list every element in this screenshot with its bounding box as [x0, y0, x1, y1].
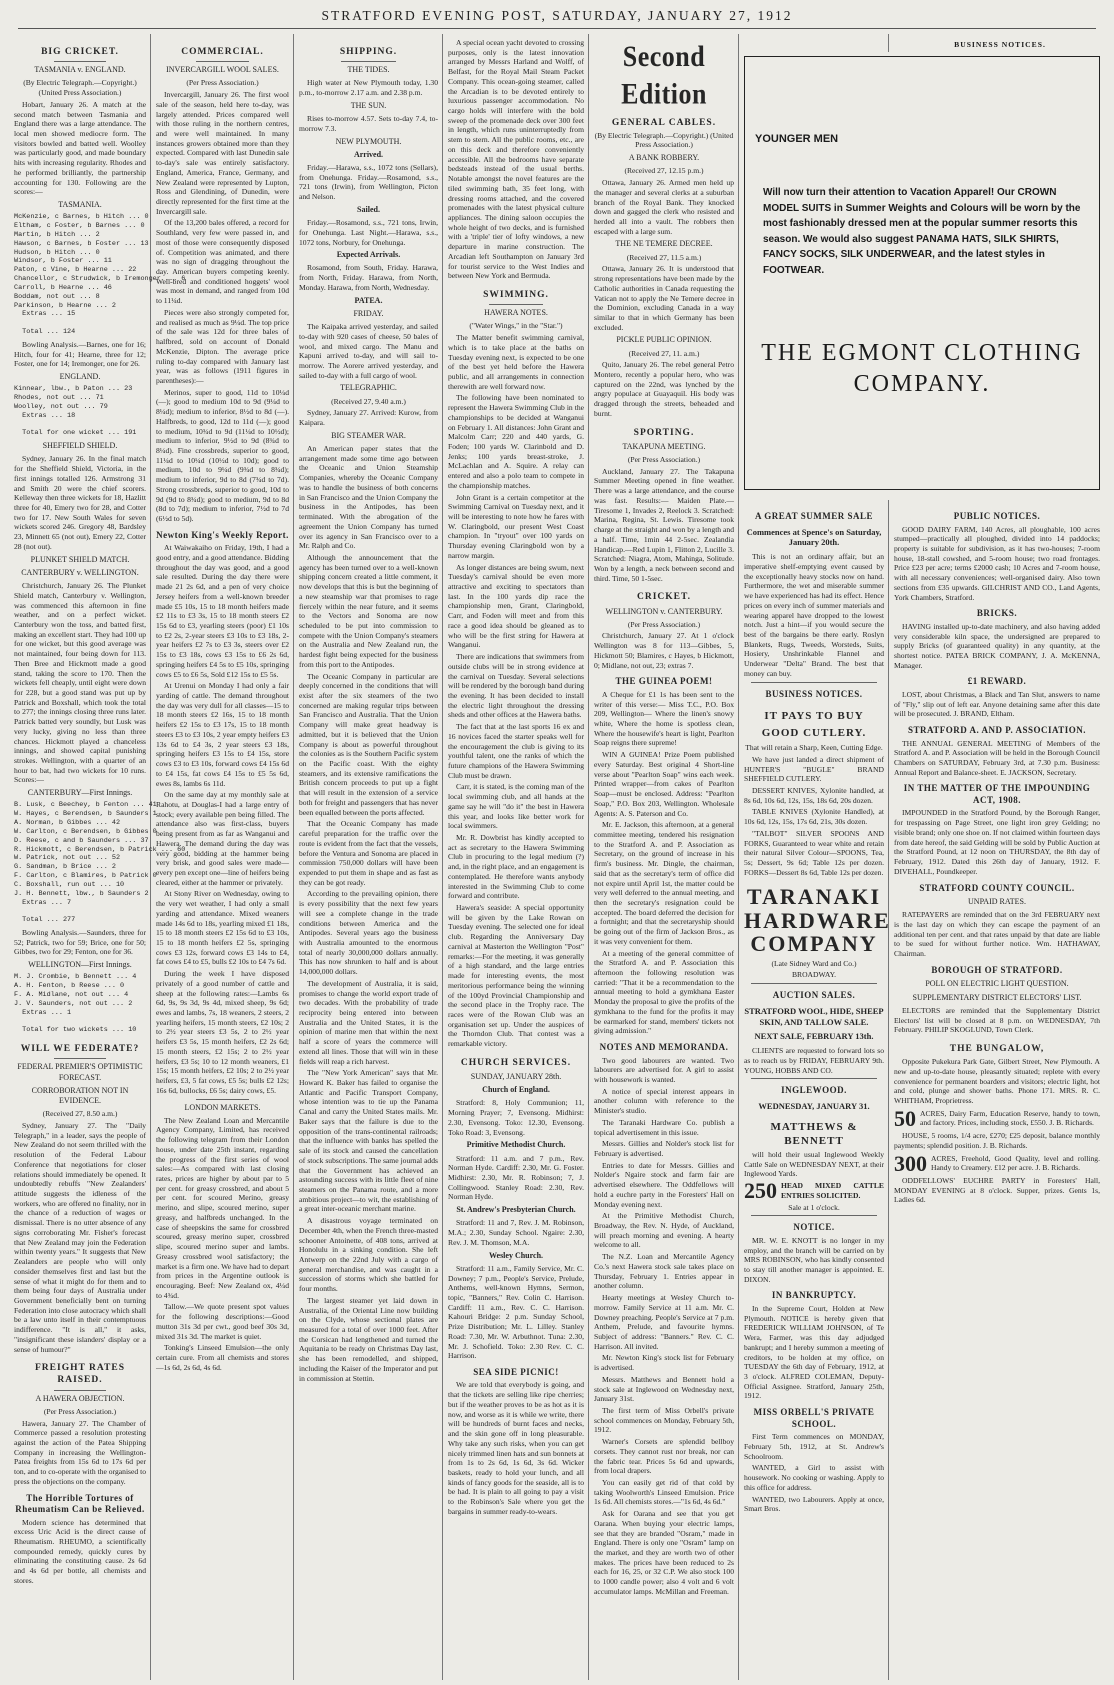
- subheadline: Primitive Methodist Church.: [466, 1140, 566, 1150]
- subheadline: PATEA.: [354, 295, 383, 305]
- ad-paragraph: ODDFELLOWS' EUCHRE PARTY in Foresters' Hall, MONDAY EVENING at 8 o'clock. Supper, prizes. Gents 1s, Ladies 6d.: [894, 1176, 1100, 1205]
- article-paragraph: The first term of Miss Orbell's private school commences on Monday, February 5th, 1912.: [594, 1405, 734, 1435]
- article-paragraph: The Matter benefit swimming carnival, which is to take place at the baths on Tuesday evening next, is expected to be one of the best yet held before the Hawera public, and all arrangements in connection therewith are well forward now.: [448, 333, 584, 391]
- ad-paragraph: will hold their usual Inglewood Weekly Cattle Sale on WEDNESDAY NEXT, at their Inglewood Yards.: [744, 1150, 884, 1179]
- divider: [196, 1099, 249, 1100]
- scorecard: Kinnear, lbw., b Paton ... 23 Rhodes, not out ... 71 Woolley, not out ... 79 Extras ... 18 Total for one wicket ... 191: [14, 385, 137, 438]
- subheadline: Church of England.: [482, 1085, 550, 1095]
- ad-paragraph: "TALBOT" SILVER SPOONS AND FORKS, Guaranteed to wear white and retain their natural Silver Colour—SPOONS, Tea, 5s; Dessert, 9s 6d; Table 12s per dozen. FORKS—Dessert 8s 6d, Table 12s per dozen.: [744, 828, 884, 877]
- ad-paragraph: ELECTORS are reminded that the Supplementary District Electors' list will be closed at 8 p.m. on WEDNESDAY, 7th February. PHILIP SKOGLUND, Town Clerk.: [894, 1005, 1100, 1035]
- ad-headline: PUBLIC NOTICES.: [953, 511, 1041, 521]
- article-paragraph: Stratford: 11 a.m. and 7 p.m., Rev. Norman Hyde. Cardiff: 2.30, Mr. G. Foster. Midhirst: 2.30, Mr. R. Robinson; 7, J. Collingwood. Stanley Road: 2.30, Rev. Norman Hyde.: [448, 1153, 584, 1202]
- ad-paragraph: ACRES, Dairy Farm, Education Reserve, handy to town, and factory. Prices, including stock, £550. J. B. Richards.: [920, 1108, 1100, 1128]
- headline: COMMERCIAL.: [181, 47, 264, 57]
- ad-headline: BOROUGH OF STRATFORD.: [931, 964, 1063, 975]
- column-4: [448, 38, 584, 1678]
- dateline: (Per Press Association.): [627, 455, 701, 465]
- farm-ad-300: [894, 1150, 1100, 1176]
- article-paragraph: Sydney, January 27. The "Daily Telegraph," in a leader, says the people of New Zealand do not seem thrilled with the resolution of the Federal Labour Conference that negotiations for closer relations should immediately be opened. It undoubtedly rebuffs "New Zealanders' attitude suggests the idleness of the workers, who are offered no finality, nor in the chance of a reduction of wages or dismissal. There is no utter absence of any signs corroborating Mr. Fisher's forecast that New Zealand may join the Federation within twenty years." It suggests that New Zealanders are people who will only consider themselves first and last but the sense of what it might do for them and to them being four days of Australia under Government beneficially bent on turning Federation into close autocracy which shall be a law unto itself in their contemptuous indifference. "It is all," it asks, "insignificant these islanders' display or a sense of humour?": [14, 1121, 146, 1354]
- dateline: (Received 27, 11.5 a.m.): [626, 252, 702, 262]
- business-notices-header: BUSINESS NOTICES.: [954, 40, 1046, 49]
- article-paragraph: Stratford: 11 a.m., Family Service, Mr. C. Downey; 7 p.m., People's Service, Prelude, Anthems, well-known Hymns, Sermon, topic, "Banners," Rev. Colin C. Harrison. Cardiff: 11 a.m., Rev. C. C. Harrison. Kahouri Bridge: 2 p.m. Sunday School, Prize Distribution; Mr. L. Lilley. Stanley Road: 7.30, Mr. W. Arbuthnot. Tuna: 2.30, Mr. J. Schofield. Toko: 2.30 Rev. C. C. Harrison.: [448, 1263, 584, 1361]
- ad-paragraph: We have just landed a direct shipment of HUNTER'S "BUGLE" BRAND SHEFFIELD CUTLERY.: [744, 754, 884, 784]
- article-paragraph: The Oceanic Company in particular are deeply concerned in the conditions that will exist after the six steamers of the two concerned are making regular trips between San Francisco and Australia. That the Union Company will make great headway is admitted, but it is believed that the Union Company is about as powerful throughout the colonies as is the Southern Pacific system on the Pacific coast. With the eighty steamers, and its extensive ramifications the British concern proceeds to put up a fight that will result in the extension of a service both for freight and passengers that has never been equalled between the ports affected.: [299, 671, 438, 817]
- scorecard: McKenzie, c Barnes, b Hitch ... 0 Eltham, c Foster, b Barnes ... 0 Martin, b Hitch ... 2 Hawson, c Barnes, b Foster ... 13 Hudson, b Hitch ... 0 Windsor, b Foster ... 11 Paton, c Vine, b Hearne ... 22 Chancellor, c Strudwick, b Iremonger ... 6 Carroll, b Hearne ... 46 Boddam, not out ... 8 Parkinson, b Hearne ... 2 Extras ... 15 Total ... 124: [14, 213, 186, 337]
- subheadline: Newton King's Weekly Report.: [156, 529, 289, 540]
- headline: GENERAL CABLES.: [611, 117, 717, 128]
- acre-number: 300: [894, 1150, 927, 1176]
- subheadline: TASMANIA.: [58, 200, 102, 210]
- headline: BIG CRICKET.: [41, 47, 119, 57]
- ad-paragraph: HAVING installed up-to-date machinery, and also having added very considerable kiln space, the undersigned are prepared to supply Bricks (of guaranteed quality) in any quantity, at the shortest notice. PATEA BRICK COMPANY, J. A. McKENNA, Manager.: [894, 621, 1100, 670]
- subheadline: CORROBORATION NOT IN EVIDENCE.: [31, 1085, 129, 1106]
- divider: [54, 1058, 107, 1059]
- article-paragraph: Of the 13,200 bales offered, a record for Southland, very few were passed in, and most of those were consequently disposed of. Competition was animated, and there was no sign of dragging throughout the day. American buyers competing keenly. Well-bred and conditioned hoggets' wool was most in demand, and ranged from 10d to 11¼d.: [156, 218, 289, 306]
- article-paragraph: Hawera's seaside: A special opportunity will be given by the Lake Rowan on Tuesday evening. The selected one for ideal club. Regarding the Anniversary Day carnival at Masterton the Wellington "Post" remarks:—For the meeting, it was generally of a high standard, and the large entries made for interesting events, the most meritorious performance being the winning of the 100yd Provincial Championship and the second place in the Trophy race. The races were of the Rowan Club was an organisation set up. Under the auspices of the Thorndon Club. That contest was a remarkable victory.: [448, 903, 584, 1049]
- column-rule: [442, 34, 443, 1680]
- subheadline: SHEFFIELD SHIELD.: [42, 441, 118, 451]
- dateline: (Received 27, 11. a.m.): [628, 348, 700, 358]
- subheadline: BIG STEAMER WAR.: [331, 430, 406, 440]
- cattle-count: 250: [744, 1178, 777, 1204]
- ad-headline: £1 REWARD.: [967, 676, 1027, 687]
- subheadline: TAKAPUNA MEETING.: [622, 441, 706, 451]
- article-paragraph: A notice of special interest appears in another column with reference to the Minister's studio.: [594, 1086, 734, 1116]
- ad-headline: THE GUINEA POEM!: [615, 676, 713, 687]
- ad-subtitle: Commences at Spence's on Saturday, January 20th.: [746, 526, 882, 548]
- article-paragraph: Sydney, January 26. In the final match for the Sheffield Shield, Victoria, in the first innings totalled 126. Armstrong 31 and Smith 20 were the chief scorers. Kelleway then three wickets for 18, Hazlitt three for 40, Emery two for 28, and Cotter two for 17. New South Wales for seven wickets scored 246. Gregory 48, Bardsley 23, Minnett 65 (not out), Emery 22, Cotter 28 (not out).: [14, 454, 146, 551]
- ad-headline: INGLEWOOD.: [781, 1085, 847, 1096]
- article-paragraph: A special ocean yacht devoted to crossing purposes, only is the latest innovation arranged by Messrs Harland and Wolff, of Belfast, for the Royal Mail Steam Packet Company. This ocean-going steamer, called the Arcadian is to be devoted entirely to luxurious passenger accommodation. No cargo holds will interfere with the bold sweep of the promenade deck over 300 feet in length, which runs uninterruptedly from stem to stern. All the public rooms, etc., are on this deck and therefore conveniently accessible. All the bedrooms have separate bedsteads instead of the usual berths. Notable amongst the novel features are the tiled swimming bath, 35 feet long, with dressing rooms attached, and the covered promenades with the latest physical culture appliances. The dining saloon occupies the whole height of two decks, and is furnished with a 'triple' tier of lofty windows, a new departure in marine construction. The Arcadian left Southampton on January 3rd for tourist service to the West Indies and between New York and Bermuda.: [448, 38, 584, 281]
- matthews-bennett-title: MATTHEWS & BENNETT: [770, 1120, 858, 1147]
- egmont-ad-firm: THE EGMONT CLOTHING COMPANY.: [761, 340, 1083, 398]
- article-paragraph: Carr, it is stated, is the coming man of the local swimming club, and all hands at the game say he will "do it" the best in Hawera this year, and looks like better work for local swimmers.: [448, 782, 584, 831]
- ad-headline: THE BUNGALOW,: [949, 1043, 1045, 1054]
- article-paragraph: Ottawa, January 26. Armed men held up the manager and several clerks at a suburban branch of the Royal Bank. They knocked down and gagged the clerk who resisted and herded all into a vault. The robbers then escaped with a large sum.: [594, 178, 734, 236]
- subheadline: WELLINGTON v. CANTERBURY.: [605, 606, 723, 616]
- article-paragraph: Ottawa, January 26. It is understood that strong representations have been made by the Catholic authorities in Canada requesting the Vatican not to apply the Ne Temere decree in the Dominion, excluding Canada in a way similar to that in which Germany has been excluded.: [594, 264, 734, 332]
- article-paragraph: Christchurch, January 27. At 1 o'clock Wellington was 8 for 113—Gibbes, 5, Hickmott 50; Blamires, c Hayes, b Hickmott, 0; Midlane, not out, 23; extras 7.: [594, 631, 734, 670]
- article-paragraph: Messrs. Matthews and Bennett hold a stock sale at Inglewood on Wednesday next, January 31st.: [594, 1374, 734, 1404]
- article-paragraph: Mr. Newton King's stock list for February is advertised.: [594, 1353, 734, 1373]
- ad-paragraph: WANTED, a Girl to assist with housework. No cooking or washing. Apply to this office for address.: [744, 1463, 884, 1492]
- second-edition-title: Second Edition: [621, 39, 707, 111]
- ad-headline: IN BANKRUPTCY.: [771, 1290, 857, 1301]
- article-paragraph: Mr. R. Dowbrist has kindly accepted to act as secretary to the Hawera Swimming Club in procuring to the legal medium (?) and, in the right place, and an engagement is contemplated. He therefore wants anybody interested in the Swimming Club to come forward and contribute.: [448, 833, 584, 901]
- ad-paragraph: MR. W. E. KNOTT is no longer in my employ, and the branch will be carried on by MRS ROBINSON, who has kindly consented to stay till another manager is appointed. E. DIXON.: [744, 1235, 884, 1284]
- ad-subtitle: UNPAID RATES.: [968, 897, 1026, 907]
- article-paragraph: There are indications that swimmers from outside clubs will be in strong evidence at the carnival on Tuesday. Several selections will be rendered by the borough band during the evening. It has been decided to install the electric light throughout the dressing sheds and other offices at the Hawera baths.: [448, 652, 584, 720]
- divider: [751, 1078, 877, 1079]
- divider: [54, 61, 107, 62]
- scorecard: B. Lusk, c Beechey, b Fenton ... 41 W. Hayes, c Berendsen, b Saunders 1 A. Norman, b Gibbes ... 42 W. Carlton, c Berendsen, b Gibbes 0 D. Reese, c and b Saunders ... 37 R. Hickmott, c Berendsen, b Patrick ... 60 W. Patrick, not out ... 52 G. Sandman, b Brice ... 2 F. Carlton, c Blamires, b Patrick 0 C. Boxshall, run out ... 10 J. H. Bennett, lbw., b Saunders 2 Extras ... 7 Total ... 277: [14, 801, 186, 925]
- article-paragraph: A disastrous voyage terminated on December 4th, when the French three-masted schooner Antoinette, of 408 tons, arrived at Honolulu in a sinking condition. She left Antwerp on the 22nd July with a cargo of general merchandise, and was caught in a succession of storms which she battled for four months.: [299, 1216, 438, 1294]
- article-paragraph: You can easily get rid of that cold by taking Woolworth's Linseed Emulsion. Price 1s 6d. All chemists stores.—"1s 6d, 4s 6d.": [594, 1478, 734, 1507]
- masthead-rule: [18, 28, 1096, 29]
- column-rule: [293, 34, 294, 1680]
- headline: CHURCH SERVICES.: [460, 1057, 572, 1068]
- ad-headline: BRICKS.: [976, 608, 1018, 619]
- subheadline: A HAWERA OBJECTION.: [35, 1393, 125, 1403]
- cattle-count-block: [744, 1178, 884, 1204]
- divider: [341, 61, 397, 62]
- article-paragraph: Rosamond, from South, Friday. Harawa, from North, Friday. Harawa, from North, Monday. Harawa, from North, Wednesday.: [299, 263, 438, 292]
- divider: [751, 682, 877, 683]
- article-paragraph: John Grant is a certain competitor at the Swimming Carnival on Tuesday next, and it will be interesting to note how he fares with W. Claringbold, our present West Coast champion. In "tryout" over 100 yards on Thursday evening Claringbold won by a narrow margin.: [448, 492, 584, 560]
- subheadline: Wesley Church.: [488, 1250, 544, 1260]
- article-paragraph: Friday.—Harawa, s.s., 1072 tons (Sellars), from Onehunga. Friday.—Rosamond, s.s., 721 tons (Irwin), from Wellington, Picton and Nelson.: [299, 162, 438, 202]
- article-paragraph: High water at New Plymouth today, 1.30 p.m., to-morrow 2.17 a.m. and 2.38 p.m.: [299, 78, 438, 98]
- column-5: [594, 38, 734, 1678]
- article-paragraph: The N.Z. Loan and Mercantile Agency Co.'s next Hawera stock sale takes place on Thursday, February 1. Entries appear in another column.: [594, 1252, 734, 1291]
- column-2: [156, 38, 289, 1678]
- ad-subtitle: NEXT SALE, FEBRUARY 13th.: [754, 1031, 874, 1042]
- article-paragraph: As longer distances are being swum, next Tuesday's carnival should be even more attractive and exciting to spectators than last. In the 100 yards dip race the championship men, Grant, Claringbold, Carr, and Foden will meet and from this race a good idea should be gleaned as to who will be the first string for Hawera at Wanganui.: [448, 562, 584, 650]
- subheadline: SUNDAY, JANUARY 28th.: [470, 1071, 562, 1081]
- article-paragraph: Friday.—Rosamond, s.s., 721 tons, Irwin, for Onehunga. Last Night.—Harawa, s.s., 1072 tons, Norbury, for Onehunga.: [299, 218, 438, 247]
- ad-paragraph: Tonking's Linseed Emulsion—the only certain cure. From all chemists and stores—1s 6d, 2s 6d, 4s 6d.: [156, 1343, 289, 1372]
- subheadline: A BANK ROBBERY.: [628, 153, 700, 163]
- dateline: (Per Press Association.): [627, 619, 701, 629]
- dateline: (Received 27, 12.15 p.m.): [624, 166, 704, 176]
- headline: SHIPPING.: [339, 47, 398, 57]
- article-paragraph: During the week I have disposed privately of a good number of cattle and sheep at the following rates:—Lambs 6s 6d, 9s, 9s 3d, 9s 4d, mixed sheep, 9s 6d; ewes and lambs, 7s, 18 weaners, 2 steers, 2 yearling heifers, 15 month steers, £2 10s; 2 to 2½ year steers £3 5s, 2 to 2½ year heifers £3 5s, 15 month heifers, £2 2s 6d; 15 month steers, £2 15s; 2 to 2½ year heifers, £3 5s; 10 to 12 month weaners, £1 15s; 15 month heifers, £2 10s; 2 to 2½ year heifers, £3, 5 fat cows, £5 5s; bulls £2 12s; 16s 6d, bullocks, £6 5s; dairy cows, £5.: [156, 969, 289, 1095]
- article-paragraph: Auckland, January 27. The Takapuna Summer Meeting opened in fine weather. There was a large attendance, and the course was fast. Results:— Maiden Plate.—Tiresome 1, Invades 2, Reelock 3. Scratched: Marina, Regina, St. Lewis. Tiresome took charge at the straight and won by a length and a half. Time, 1min 44 2-5sec. Zealandia Handicap.—Red Lupin 1, Flitton 2, Lucille 3. Scratched: Niagra, Atom, Mahinga, Solitude. Won by a length, a neck between second and third. Time, 50 1-5sec.: [594, 466, 734, 583]
- scorecard: M. J. Crombie, b Bennett ... 4 A. H. Fenton, b Reese ... 0 F. A. Midlane, not out ... 4 J. V. Saunders, not out ... 2 Extras ... 1 Total for two wickets ... 10: [14, 973, 137, 1035]
- headline: SPORTING.: [633, 427, 695, 438]
- taranaki-hardware-title: TARANAKI HARDWARE COMPANY: [744, 884, 891, 956]
- column-7: [894, 505, 1100, 1675]
- dateline: (Per Press Association.): [186, 78, 259, 88]
- ad-paragraph: ACRES, Freehold, Good Quality, level and rolling. Handy to Creamery. £12 per acre. J. B. Richards.: [931, 1153, 1100, 1173]
- dateline: (Per Press Association.): [43, 1406, 117, 1416]
- ad-paragraph: A Cheque for £1 1s has been sent to the writer of this verse:— Miss T.C., P.O. Box 209, Wellington— Where the linen's snowy white, Where the home is spotless clean, Where the housewife's heart is light, Pearlton Soap reigns there supreme!: [594, 689, 734, 748]
- subheadline: CANTERBURY v. WELLINGTON.: [21, 567, 139, 577]
- subheadline: TASMANIA v. ENGLAND.: [34, 65, 126, 75]
- subheadline: PLUNKET SHIELD MATCH.: [30, 554, 130, 564]
- ad-headline: AUCTION SALES.: [772, 990, 856, 1001]
- acre-number: 50: [894, 1105, 916, 1131]
- article-paragraph: Warner's Corsets are splendid bellboy corsets. They cannot rust nor break, nor can the fabric tear. Prices 5s 6d and upwards, from local drapers.: [594, 1437, 734, 1476]
- article-paragraph: Quito, January 26. The rebel general Petro Montero, recently a popular hero, who was captured on the 22nd, was lynched by the angry populace at Guayaquil. His body was dragged through the streets, beheaded and burnt.: [594, 360, 734, 418]
- headline: CRICKET.: [636, 592, 691, 603]
- article-paragraph: According to the prevailing opinion, there is every possibility that the next few years will see a complete change in the trade conditions between America and the Antipodes. Several years ago the business with Australia amounted to the enormous total of nearly 30,000,000 dollars annually. This has now shrunken to half and is about 14,000,000 dollars.: [299, 889, 438, 977]
- dateline: (Received 27, 9.40 a.m.): [331, 396, 406, 406]
- article-paragraph: On the same day at my monthly sale at Rahotu, at Douglas-I had a large entry of stock; every available pen being filled. The attendance also was first-class, buyers being present from as far as Wanganui and Hawera. The demand during the day was very good, bidding at the hammer being very brisk, and good sales were made—every pen except one—line of heifers being cleared, either at the hammer or privately.: [156, 790, 289, 887]
- ad-paragraph: TABLE KNIVES (Xylonite Handled), at 10s 6d, 12s, 15s, 17s 6d, 21s, 30s dozen.: [744, 807, 884, 827]
- divider: [751, 983, 877, 984]
- article-paragraph: The development of Australia, it is said, promises to change the world export trade of two decades. With the probability of trade reciprocity being entered into between Australia and the United States, it is the opinion of marine men that within the next half a score of years the commerce will extend all lines. Those that will win in these fields will reap a rich harvest.: [299, 978, 438, 1066]
- article-paragraph: Ask for Oarana and see that you get Oarana. When buying your electric lamps, see that they are branded "Osram," made in England. There is only one "Osram" lamp on the market, and they are worth two of other makes. The prices have been reduced to 2s each for 16, 25, or 32 C.P. We also stock 100 to 1000 candle power; also 4 volt and 6 volt accumulator lamps. McMillan and Freeman.: [594, 1509, 734, 1596]
- ad-headline: STRATFORD COUNTY COUNCIL.: [919, 882, 1075, 893]
- ad-paragraph: WANTED, two Labourers. Apply at once, Smart Bros.: [744, 1494, 884, 1514]
- ad-paragraph: First Term commences on MONDAY, February 5th, 1912, at St. Andrew's Schoolroom.: [744, 1432, 884, 1461]
- egmont-ad: [744, 52, 1100, 500]
- article-paragraph: Sydney, January 27. Arrived: Kurow, from Kaipara.: [299, 408, 438, 428]
- article-paragraph: The fact that at the last sports 16 ex and 16 novices faced the starter speaks well for the encouragement the club is giving to its youthful talent, one the ranks of which the future champions of the Hawera Swimming Club must be drawn.: [448, 722, 584, 780]
- dateline: (Received 27, 8.50 a.m.): [42, 1109, 118, 1119]
- article-paragraph: Rises to-morrow 4.57. Sets to-day 7.4, to-morrow 7.3.: [299, 114, 438, 133]
- ad-paragraph: BROADWAY.: [791, 970, 837, 980]
- article-paragraph: At a meeting of the general committee of the Stratford A. and P. Association this afternoon the following resolution was carried: "That it be a recommendation to the annual meeting to hold a gymkhana Easter Monday the proposal to give the profits of the gymkhana to the fund for the profits it may be earmarked for stand, members' tickets not giving admission.": [594, 948, 734, 1036]
- article-paragraph: The New Zealand Loan and Mercantile Agency Company, Limited, has received the following telegram from their London house, under date 25th instant, regarding the progress of the first series of wool sales:—As compared with last closing rates, prices are higher by about par to 5 per cent. for greasy crossbred, and about 5 per cent. for scoured Merino, greasy merino, and slipe, scoured merino, super greasy, and halfbreds unchanged. In the case of sheepskins the same for crossbred scoured, greasy merino super, crossbred slipe, scoured merino super and lambs. Greasy crossbred wool satisfactory; the market is a firm one. We have had to depart from prices in the Argentine outlook is encouraging. Beef: New Zealand ox, 4¼d to 4¾d.: [156, 1115, 289, 1300]
- article-paragraph: Hawera, January 27. The Chamber of Commerce passed a resolution protesting against the action of the Patea Shipping Company in increasing the Wellington-Patea freights from 15s 6d to 17s 6d per ton, and to co-operate with the organised to press the objections on the company.: [14, 1418, 146, 1486]
- ad-subtitle: STRATFORD WOOL, HIDE, SHEEP SKIN, AND TALLOW SALE.: [744, 1005, 884, 1027]
- subheadline: ENGLAND.: [59, 372, 101, 381]
- article-paragraph: Hobart, January 26. A match at the second match between Tasmania and England there was a large attendance. The local men showed mediocre form. The visitors bowled and batted well. Woolley was particularly good, and made boundary hits with increasing regularity. Rhodes and he performed brilliantly, the partnership accounting for 130. Following are the scores:—: [14, 99, 146, 197]
- subheadline: PICKLE PUBLIC OPINION.: [616, 335, 712, 345]
- divider: [54, 1390, 107, 1391]
- ad-paragraph: We are told that everybody is going, and that the tickets are selling like ripe cherries; but if the weather proves to be as hot as it is now, and worse as it is while we write, there will be hundreds of burnt faces and necks, and the skin gone off in long pleasurable. Why take any such risks, when you can get nicely trimmed linen hats and sun bonnets at from 1s to 2s 6d, 1s 6d, 3s 6d. Wicker baskets, ready to hold your lunch, and all kinds of fancy goods for the seaside, all is to be had. It is plain to all going to pay a visit to the Robinson's Sale where you get the bargains in summer ready-to-wears.: [448, 1380, 584, 1516]
- article-paragraph: The Taranaki Hardware Co. publish a topical advertisement in this issue.: [594, 1117, 734, 1137]
- article-paragraph: Bowling Analysis.—Barnes, one for 16; Hitch, four for 41; Hearne, three for 12; Foster, one for 14; Iremonger, one for 26.: [14, 339, 146, 369]
- headline: WILL WE FEDERATE?: [20, 1044, 140, 1055]
- ad-headline: MISS ORBELL'S PRIVATE SCHOOL.: [753, 1407, 875, 1429]
- divider: [489, 304, 543, 305]
- ad-paragraph: IMPOUNDED in the Stratford Pound, by the Borough Ranger, for trespassing on Page Street, one light iron grey Gelding; no visible brand; only one shoe on. If not claimed within fourteen days from date hereof, the said Gelding will be sold by Public Auction at the Stratford Pound, at 12 noon on THURSDAY, the 8th day of February, 1912. Dated this 26th day of January, 1912. F. DIVEHALL, Poundkeeper.: [894, 808, 1100, 876]
- article-paragraph: Messrs. Gillies and Nolder's stock list for February is advertised.: [594, 1139, 734, 1159]
- subheadline: INVERCARGILL WOOL SALES.: [166, 65, 279, 75]
- article-paragraph: That the Oceanic Company has made careful preparation for the traffic over the route is evident from the fact that the vessels, before the Ventura and Sonoma are placed in commission 750,000 dollars will have been expended to put them in shape and as fast as they can be got ready.: [299, 819, 438, 887]
- farm-ad-50: [894, 1105, 1100, 1131]
- subheadline: Expected Arrivals.: [336, 250, 401, 260]
- dateline: ("Water Wings," in the "Star."): [469, 321, 563, 331]
- article-paragraph: Two good labourers are wanted. Two labourers are advertised for. A girl to assist with housework is wanted.: [594, 1055, 734, 1084]
- ad-paragraph: GOOD DAIRY FARM, 140 Acres, all ploughable, 100 acres stumped—practically all ploughed, divided into 14 paddocks; property is suitable for subdivision, as it has two-houses; 7-room house, 18-stall cowshed, and 5-room house; two road frontages. Price £23 per acre; terms £2000 cash; 10 Acres and 7-room house, with all necessary conveniences; well-organised dairy. Also town sections from £35 upwards. GILCHRIST AND CO., Land Agents, York Chambers, Stratford.: [894, 524, 1100, 602]
- article-paragraph: The largest steamer yet laid down in Australia, of the Oriental Line now building on the Clyde, whose sectional plates are measured for a total of over 1000 feet. After the Corsican had lengthened and turned the Aquitania to be ready on Christmas Day last, she has been remodelled, and shipped, including the Kaiser of the Imperator and put in commission at Stettin.: [299, 1295, 438, 1383]
- article-paragraph: Tallow.—We quote present spot values for the following descriptions:—Good mutton 31s 3d per cwt., good beef 30s 3d, mixed 31s 3d. The market is quiet.: [156, 1302, 289, 1341]
- ad-paragraph: Opposite Pukekura Park Gate, Gilbert Street, New Plymouth. A new and up-to-date house, pleasantly situated; replete with every convenience for permanent boarders and visitors; electric light, hot and cold, plunge and shower baths. Phone 171. MRS. R. C. WHITHAM, Proprietress.: [894, 1057, 1100, 1106]
- subheadline: Arrived.: [353, 149, 384, 159]
- article-paragraph: Mr. E. Jackson, this afternoon, at a general committee meeting, tendered his resignation to the Stratford A. and P. Association as Secretary, on the ground of increase in his firm's business. Mr. Dingle, the chairman, said that as the secretary's term of office did not expire until April 1st, the matter could be very well deferred to the annual meeting, and then the secretary's resignation could be accepted. The board deferred the decision for a fortnight; and that the secretaryship should be going out of the firm of Jackson Bros., as it was very convenient for them.: [594, 820, 734, 946]
- ad-subtitle: POLL ON ELECTRIC LIGHT QUESTION.: [925, 979, 1069, 989]
- column-rule: [588, 34, 589, 1680]
- cattle-count-text: HEAD MIXED CATTLE ENTRIES SOLICITED.: [781, 1181, 884, 1200]
- ad-paragraph: This is not an ordinary affair, but an imperative shelf-emptying event caused by the exceptionally heavy stocks now on hand. Furthermore, the wet and miserable summer we have experienced has had its effect. Hence prices on every inch of summer materials and wearing apparel have dropped to the lowest notch. Just a hint—if you would secure the best of the bargains be there early. Roslyn Blankets, Rugs, Tweeds, Worsteds, Suits, Hosiery, Unshrinkable Flannel and Underwear "Delta" Brand. The best that money can buy.: [744, 552, 884, 678]
- subheadline: LONDON MARKETS.: [184, 1102, 261, 1112]
- ad-paragraph: RATEPAYERS are reminded that on the 3rd FEBRUARY next is the last day on which they can escape the payment of an additional ten per cent. and that rates unpaid by that date are liable to be sued for without further notice. Wm. HATHAWAY, Chairman.: [894, 910, 1100, 959]
- article-paragraph: Although the announcement that the agency has been turned over to a well-known shipping concern created a little comment, it now develops that this is but the beginning of a new steamship war that promises to rage fiercely within the near future, and it seems to the Vectors and Sonoma are now scheduled to be put into commission to compete with the Union Company's steamers on the Australia and New Zealand run, the hardest fight being expected for the business from this port to the Antipodes.: [299, 552, 438, 669]
- article-paragraph: Stratford: 11 and 7, Rev. J. M. Robinson, M.A.; 2.30, Sunday School. Ngaire: 2.30, Rev. J. M. Thomson, M.A.: [448, 1218, 584, 1247]
- ad-headline: NOTICE.: [793, 1222, 835, 1233]
- article-paragraph: The following have been nominated to represent the Hawera Swimming Club in the championships to be decided at Wanganui on February 1. All distances: John Grant and Malcolm Carr; 220 and 440 yards, G. Foden; 100 yards W. Clarinbold and D. Jenks; 100 yards breast-stroke, J. McLachlan and A. Squire. A relay can entered and also a polo team to compete in the championship matches.: [448, 393, 584, 490]
- article-paragraph: At Urenui on Monday I had only a fair yarding of cattle. The demand throughout the day was very dull for all classes—15 to 18 month steers £2 16s, 15 to 18 month heifers £2 15s to £3 17s, 15 to 18 month steers £3 to £3 10s, 2 year empty heifers £3 13s 6d to £4 3s, 2 year steers £3 18s, springing heifers £3 15s to £4 15s, store cows £3 to £3 10s, forward cows £4 15s 6d to £4 15s, fat cows £4 15s to £5 5s 6d, ewes 8s, lambs 6s 11d.: [156, 681, 289, 788]
- ad-headline: STRATFORD A. AND P. ASSOCIATION.: [907, 725, 1087, 736]
- article-paragraph: Christchurch, January 26. The Plunket Shield match, Canterbury v. Wellington, was commenced this afternoon in fine weather, and on a perfect wicket. Canterbury won the toss, and batted first, making an excellent start. They had 100 up for one wicket, but this good average was not maintained, four being down for 113. Then Bree and Hickmott made a good stand, taking the score to 170. Then the wickets fell cheaply, until eight were down for 228, but a good stand was put up by Patrick and Boxshall, which took the total to 277; the innings closing three runs later. Patrick batted very soundly, but Lusk was very lucky, giving no less than three chances. Hickmott played a chanceless innings, and showed capital punishing strokes. Wellington, with a quarter of an hour to bat, had two wickets for 10 runs. Scores:—: [14, 581, 146, 785]
- ad-headline: BUSINESS NOTICES.: [765, 688, 863, 699]
- ad-subtitle: WEDNESDAY, JANUARY 31.: [758, 1101, 870, 1111]
- subheadline: FRIDAY.: [353, 308, 384, 318]
- masthead: STRATFORD EVENING POST, SATURDAY, JANUARY 27, 1912: [321, 8, 793, 23]
- article-paragraph: Bowling Analysis.—Saunders, three for 52; Patrick, two for 59; Brice, one for 50; Gibbes, two for 29; Fenton, one for 36.: [14, 928, 146, 957]
- ad-paragraph: That will retain a Sharp, Keen, Cutting Edge.: [745, 743, 883, 753]
- ad-headline: IN THE MATTER OF THE IMPOUNDING ACT, 1908.: [903, 783, 1091, 805]
- article-paragraph: Merinos, super to good, 11d to 10¼d (—); good to medium 10d to 9d (9¼d to 8¼d); medium to inferior, 8½d to 8d (—). Halfbreds, to good, 12d to 11d (—); good to medium, 10¾d to 9d (11¼d to 10½d); medium to inferior, 9½d to 9d (8¾d to 8¼d). Fine crossbreds, superior to good, 11¼d to 10¼d (10½d to 10d); good to medium, 10d to 9¼d (9¾d to 8¾d); medium to inferior, 9d to 8d (7¾d to 7d). Strong crossbreds, superior to good, 10d to 9d (9d to 8¾d); good to medium, 9d to 8d (8d to 7d); medium to inferior, 7½d to 7d (6½d to 5d).: [156, 387, 289, 524]
- headline: FREIGHT RATES RAISED.: [35, 1363, 125, 1386]
- subheadline: Sailed.: [357, 204, 380, 214]
- ad-paragraph: THE ANNUAL GENERAL MEETING of Members of the Stratford A. and P. Association will be held in the Borough Council Chambers on SATURDAY, February 3rd, at 7.30 p.m. Business: Annual Report and Balance-sheet. E. JACKSON, Secretary.: [894, 738, 1100, 777]
- egmont-ad-body: Will now turn their attention to Vacation Apparel! Our CROWN MODEL SUITS in Summer Weights and Colours will be worn by the most fashionably dressed men at the popular summer resorts this season. We would also suggest PANAMA HATS, SILK SHIRTS, FANCY SOCKS, SILK UNDERWEAR, and the latest styles in FOOTWEAR.: [763, 187, 1081, 276]
- ad-paragraph: DESSERT KNIVES, Xylonite handled, at 8s 6d, 10s 6d, 12s, 15s, 18s 6d, 20s dozen.: [744, 786, 884, 805]
- article-paragraph: At Waiwakaiho on Friday, 19th, I had a good entry, and a good attendance. Bidding throughout the day was good, and a good sale resulted. During the day there were made 21 2s 6d, and a pen of very choice Jersey heifers from a well-known breeder made £5 10s, 15 to 18 month heifers made £2 11s to £3 3s, 15 to 18 month steers £2 15s 6d to £3, yearling steers (poor) £1 10s to £2 2s, 2-year steers £3 10s to £3 18s, 2-year heifers £2 7s to £3 3s, steers over £2 15s to £3 18s, cows £3 15s to £6 2s 6d, springing heifers £4 5s to £5 10s, springing cows £5 to £6 5s, Sold £12 15s to £5 5s.: [156, 543, 289, 679]
- article-paragraph: At the Primitive Methodist Church, Broadway, the Rev. N. Hyde, of Auckland, will preach morning and evening. A hearty welcome to all.: [594, 1211, 734, 1250]
- subheadline: St. Andrew's Presbyterian Church.: [456, 1205, 576, 1215]
- article-paragraph: The "New York American" says that Mr. Howard K. Baker has failed to organise the Atlantic and Pacific Transport Company, whose intention was to tie up the Panama Canal and carry the United States mails. Mr. Baker says that the failure is due to the opposition of the trans-continental railroads; that the influence with banks has spelled the sale of its stock and caused the cancellation of stock subscriptions. The same journal adds that the Government has achieved an astounding success with its little fleet of nine steamers on the Panama route, and a more ambitious project—to wit, the establishing of a great inter-oceanic merchant marine.: [299, 1068, 438, 1214]
- subheadline: NEW PLYMOUTH.: [335, 136, 402, 146]
- subheadline: THE TIDES.: [347, 65, 390, 75]
- subheadline: THE NE TEMERE DECREE.: [615, 239, 713, 249]
- ad-headline: A GREAT SUMMER SALE: [755, 511, 873, 521]
- subheadline: NOTES AND MEMORANDA.: [599, 1042, 729, 1053]
- headline: SWIMMING.: [483, 289, 549, 300]
- dateline: (By Electric Telegraph.—Copyright.) (United Press Association.): [23, 78, 137, 98]
- ad-paragraph: In the Supreme Court, Holden at New Plymouth. NOTICE is hereby given that FREDERICK WILLIAM JOHNSON, of Te Wera, Farmer, was this day adjudged bankrupt; and I hereby summon a meeting of creditors, to be holden at my office, on TUESDAY the 6th day of February, 1912, at 3 o'clock. ALFRED COLEMAN, Deputy-Official Assignee. Stratford, January 25th, 1912.: [744, 1303, 884, 1401]
- dateline: (By Electric Telegraph.—Copyright.) (United Press Association.): [594, 130, 734, 150]
- ad-paragraph: Sale at 1 o'clock.: [788, 1202, 840, 1212]
- ad-paragraph: WIN A GUINEA! Prize Poem published every Saturday. Best original 4 Short-line verse about "Pearlton Soap" wins each week. Printed wrapper—from cakes of Pearlton Soap—must be enclosed. Address: "Pearlton Soap," P.O. Box 203, Wellington. Wholesale Agents: A. S. Paterson and Co.: [594, 750, 734, 818]
- article-paragraph: At Stony River on Wednesday, owing to the very wet weather, I had only a small yarding and attendance. Mixed weaners made 14s 6d to 18s, yearling mixed £1 18s, 15 to 18 month steers £2 15s 6d to £3 10s, 15 to 18 month heifers £2 5s, springing cows £3 12s, forward cows £3 14s to £4, fat cows £4 to £5, bulls £2 10s to £4 7s 6d.: [156, 889, 289, 967]
- column-1: [14, 38, 186, 1678]
- divider: [196, 61, 249, 62]
- ad-headline: The Horrible Tortures of Rheumatism Can be Relieved.: [15, 1492, 145, 1515]
- ad-paragraph: CLIENTS are requested to forward lots so as to reach us by FRIDAY, FEBRUARY 9th. YOUNG, HOBBS AND CO.: [744, 1046, 884, 1075]
- ad-paragraph: HOUSE, 5 rooms, 1/4 acre, £270; £25 deposit, balance monthly payments; splendid position. J. B. Richards.: [894, 1131, 1100, 1150]
- subheadline: THE SUN.: [350, 100, 387, 110]
- egmont-ad-title: YOUNGER MEN: [755, 133, 839, 145]
- subheadline: FEDERAL PREMIER'S OPTIMISTIC FORECAST.: [17, 1062, 143, 1082]
- article-paragraph: Invercargill, January 26. The first wool sale of the season, held here to-day, was largely attended. Prices compared well with those ruling in the northern centres, and were well maintained. In many instances growers obtained more than they expected. Compared with last Dunedin sale to-day's sale was entirely satisfactory. England, America, France, Germany, and New Zealand were represented by Lupton, Ross and Glendining, of Dunedin, were directly represented for the first time at the Invercargill sale.: [156, 90, 289, 216]
- article-paragraph: An American paper states that the arrangement made some time ago between the Oceanic and Union Steamship Companies, whereby the Oceanic Company was to handle the business of both concerns in San Francisco and the Union Company the business in the Antipodes, has been terminated. With the abrogation of the agreement the Union Company has turned over its agency in San Francisco over to a Mr. Ralph and Co.: [299, 444, 438, 551]
- article-paragraph: Entries to date for Messrs. Gillies and Nolder's Ngaire stock and farm fair are advertised elsewhere. The Oddfellows will hold a euchre party in the Foresters' Hall on Monday evening next.: [594, 1160, 734, 1209]
- subheadline: WELLINGTON—First Innings.: [28, 960, 132, 970]
- ad-paragraph: LOST, about Christmas, a Black and Tan Slut, answers to name of "Fly," slip out of left ear. Anyone detaining same after this date will be prosecuted. J. BRAND, Eltham.: [894, 689, 1100, 719]
- ad-headline: SEA SIDE PICNIC!: [473, 1366, 559, 1377]
- subheadline: CANTERBURY—First Innings.: [27, 788, 133, 798]
- ad-paragraph: (Late Sidney Ward and Co.): [771, 958, 857, 968]
- column-rule: [738, 34, 739, 1680]
- article-paragraph: The Kaipaka arrived yesterday, and sailed to-day with 920 cases of cheese, 50 bales of wool, and mixed cargo. The Manu and Kapuni arrived to-day, and will sail to-morrow. The Aorere arrived yesterday, and sailed to-day with a full cargo of wool.: [299, 322, 438, 380]
- subheadline: HAWERA NOTES.: [484, 308, 548, 318]
- divider: [751, 1215, 877, 1216]
- ad-subtitle: SUPPLEMENTARY DISTRICT ELECTORS' LIST.: [912, 992, 1082, 1002]
- subheadline: TELEGRAPHIC.: [340, 383, 397, 393]
- column-6: [744, 505, 891, 1675]
- article-paragraph: Hearty meetings at Wesley Church to-morrow. Family Service at 11 a.m. Mr. C. Downey preaching. People's Service at 7 p.m. Anthem, Prelude, and favourite hymns. Subject of address: "Banners." Rev. C. C. Harrison. All invited.: [594, 1293, 734, 1351]
- ad-paragraph: Modern science has determined that excess Uric Acid is the direct cause of Rheumatism. RHEUMO, a scientifically compounded remedy, quickly cures by eliminating the constituting cause. 2s 6d and 4s 6d per bottle, all chemists and stores.: [14, 1517, 146, 1585]
- column-3: [299, 38, 438, 1678]
- cutlery-ad-title: IT PAYS TO BUY GOOD CUTLERY.: [761, 710, 867, 739]
- article-paragraph: Pieces were also strongly competed for, and realised as much as 9¼d. The top price of the sale was 12d for three bales of halfbred, sold on account of Donald McKenzie, Dipton. The average price ruling to-day compared with January last year, was as follows (1911 figures in parentheses):—: [156, 307, 289, 385]
- article-paragraph: Stratford: 8, Holy Communion; 11, Morning Prayer; 7, Evensong. Midhirst: 2.30, Evensong. Toko: 12.30, Evensong. Toko Road: 3, Evensong.: [448, 1098, 584, 1137]
